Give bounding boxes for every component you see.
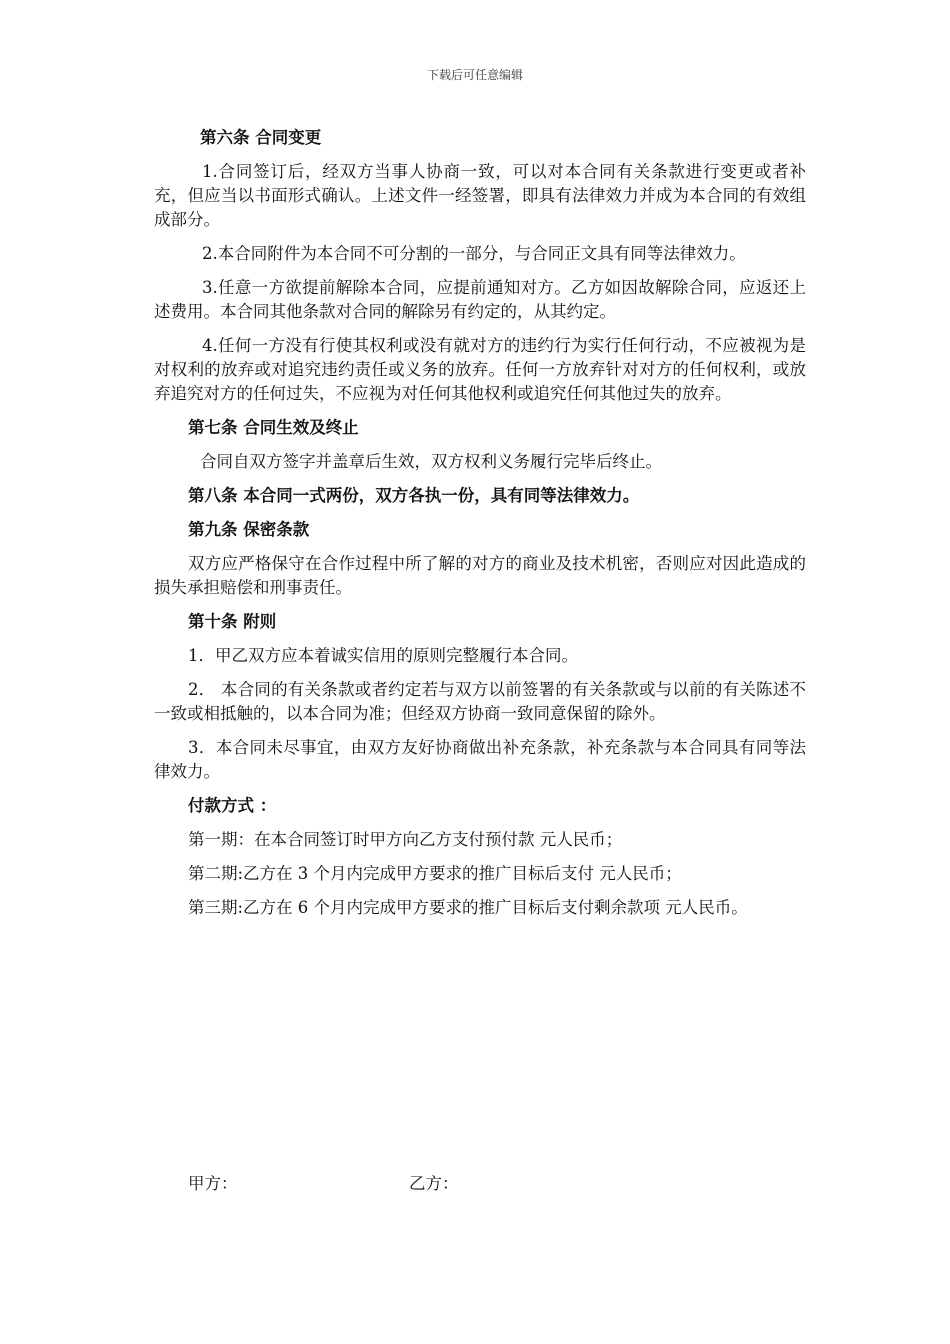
article-7-title: 第七条 合同生效及终止	[188, 418, 359, 437]
article-10-clause-3: 3．本合同未尽事宜，由双方友好协商做出补充条款，补充条款与本合同具有同等法律效力。	[154, 738, 806, 781]
article-7-clause-1: 合同自双方签字并盖章后生效，双方权利义务履行完毕后终止。	[200, 452, 662, 471]
article-9-clause-1: 双方应严格保守在合作过程中所了解的对方的商业及技术机密，否则应对因此造成的损失承担赔偿和刑事责任。	[154, 554, 806, 597]
article-6-clause-4: 4.任何一方没有行使其权利或没有就对方的违约行为实行任何行动，不应被视为是对权利的放弃或对追究违约责任或义务的放弃。任何一方放弃针对对方的任何权利，或放弃追究对方的任何过失，不应视为对任何其他权利或追究任何其他过失的放弃。	[154, 336, 806, 403]
article-6-clause-3: 3.任意一方欲提前解除本合同，应提前通知对方。乙方如因故解除合同，应返还上述费用。本合同其他条款对合同的解除另有约定的，从其约定。	[154, 278, 806, 321]
article-6-title: 第六条 合同变更	[200, 128, 322, 147]
article-9-title: 第九条 保密条款	[188, 520, 310, 539]
article-6-clause-1: 1.合同签订后，经双方当事人协商一致，可以对本合同有关条款进行变更或者补充，但应当以书面形式确认。上述文件一经签署，即具有法律效力并成为本合同的有效组成部分。	[154, 162, 806, 229]
payment-stage-2: 第二期:乙方在 3 个月内完成甲方要求的推广目标后支付 元人民币；	[188, 864, 682, 883]
article-10-title: 第十条 附则	[188, 612, 277, 631]
article-8-title: 第八条 本合同一式两份，双方各执一份，具有同等法律效力。	[188, 486, 640, 505]
party-a-signature: 甲方：	[188, 1174, 238, 1193]
payment-stage-3: 第三期:乙方在 6 个月内完成甲方要求的推广目标后支付剩余款项 元人民币。	[188, 898, 748, 917]
contract-body	[154, 126, 806, 930]
payment-stage-1: 第一期：在本合同签订时甲方向乙方支付预付款 元人民币；	[188, 830, 623, 849]
article-10-clause-1: 1．甲乙双方应本着诚实信用的原则完整履行本合同。	[188, 646, 578, 665]
page-header: 下载后可任意编辑	[426, 68, 523, 82]
article-10-clause-2: 2． 本合同的有关条款或者约定若与双方以前签署的有关条款或与以前的有关陈述不一致或相抵触的，以本合同为准；但经双方协商一致同意保留的除外。	[154, 680, 806, 723]
party-b-signature: 乙方：	[409, 1174, 459, 1193]
payment-title: 付款方式 ：	[188, 796, 277, 815]
article-6-clause-2: 2.本合同附件为本合同不可分割的一部分，与合同正文具有同等法律效力。	[202, 244, 746, 263]
